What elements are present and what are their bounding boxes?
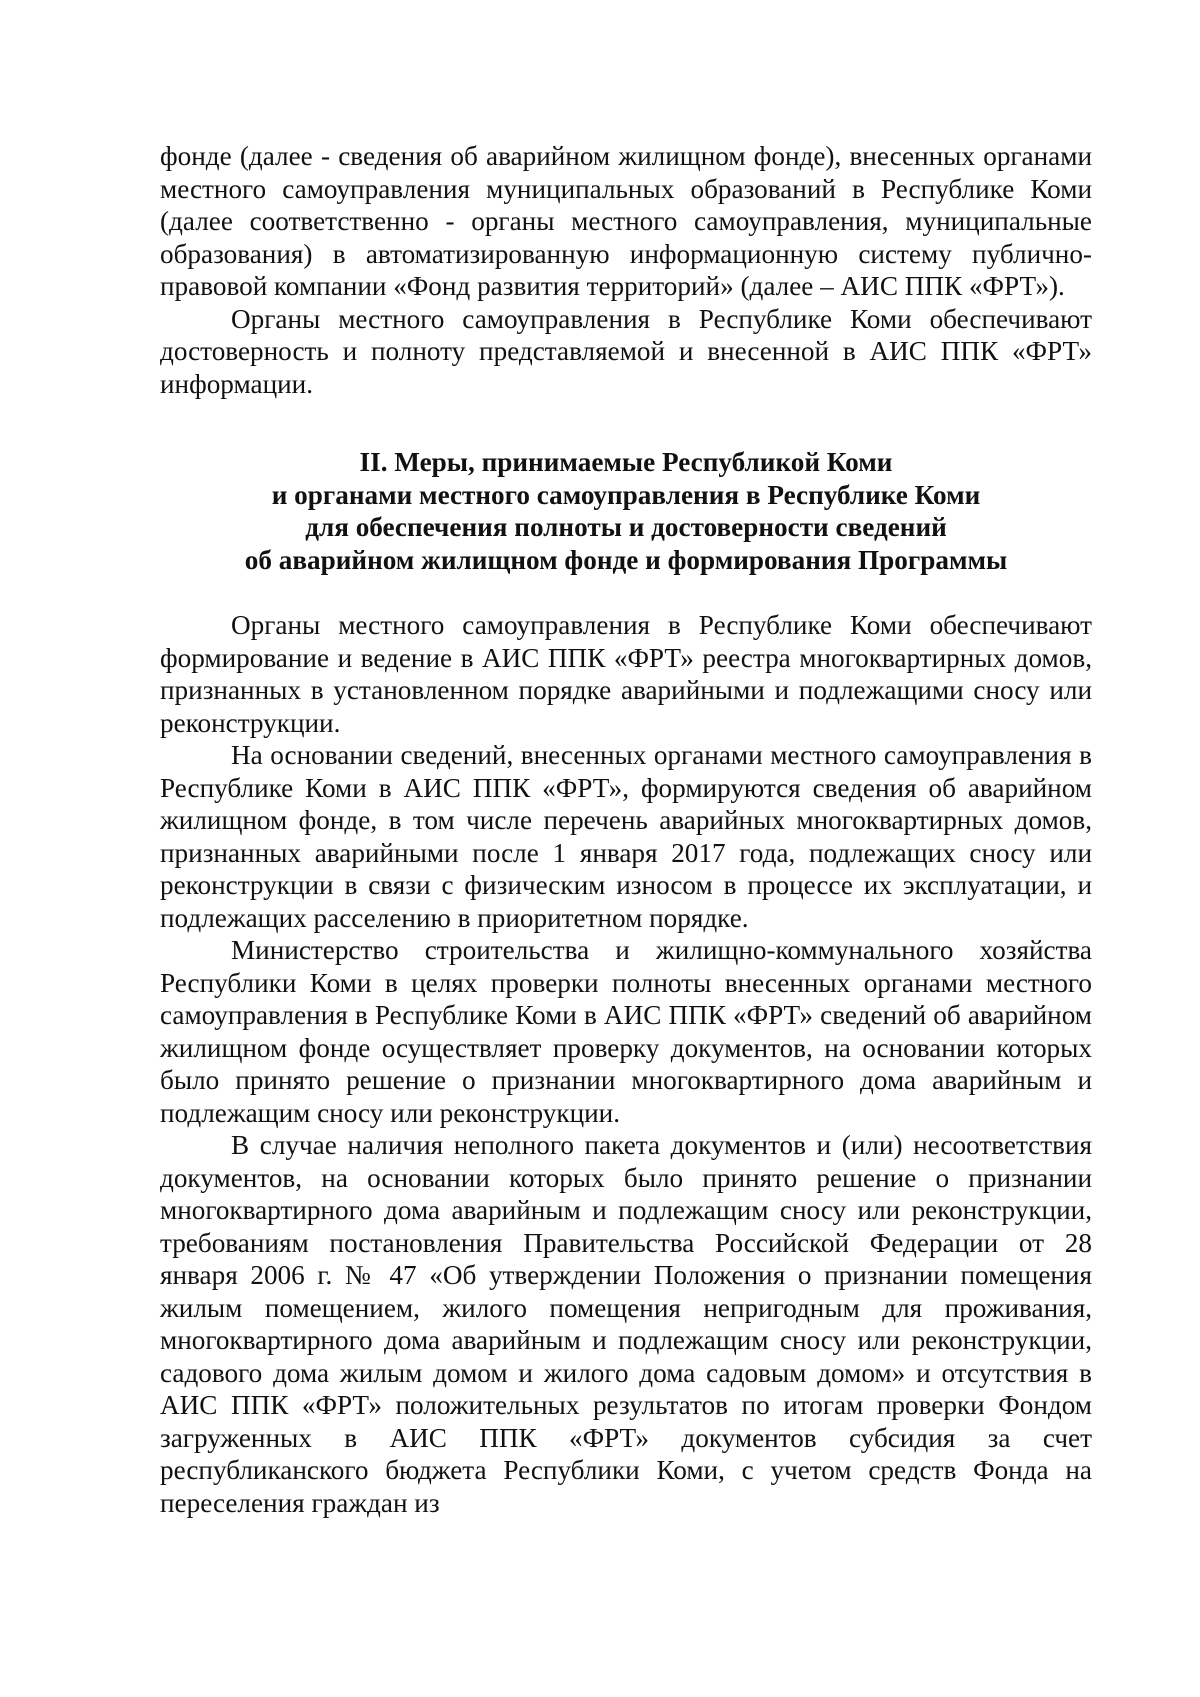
paragraph-incomplete-documents: В случае наличия неполного пакета документов и (или) несоответствия документов, на основании которых было принято решение о признании многоквартирного дома аварийным и подлежащим сносу или реконструкции, требованиям постановления Правительства Российской Федерации от 28 января 2006 г. № 47 «Об утверждении Положения о признании помещения жилым помещением, жилого помещения непригодным для проживания, многоквартирного дома аварийным и подлежащим сносу или реконструкции, садового дома жилым домом и жилого дома садовым домом» и отсутствия в АИС ППК «ФРТ» положительных результатов по итогам проверки Фондом загруженных в АИС ППК «ФРТ» документов субсидия за счет республиканского бюджета Республики Коми, с учетом средств Фонда на переселения граждан из (160, 1130, 1092, 1518)
paragraph-data-reliability: Органы местного самоуправления в Республике Коми обеспечивают достоверность и полноту представляемой и внесенной в АИС ППК «ФРТ» информации. (160, 303, 1092, 399)
section-heading-line-4: об аварийном жилищном фонде и формирования Программы (244, 544, 1008, 575)
paragraph-registry: Органы местного самоуправления в Республике Коми обеспечивают формирование и ведение в АИС ППК «ФРТ» реестра многоквартирных домов, признанных в установленном порядке аварийными и подлежащими сносу или реконструкции. (160, 610, 1092, 738)
section-heading-line-1: II. Меры, принимаемые Республикой Коми (359, 447, 893, 477)
intro-paragraph: фонде (далее - сведения об аварийном жилищном фонде), внесенных органами местного самоуправления муниципальных образований в Республике Коми (далее соответственно - органы местного самоуправления, муниципальные образования) в автоматизированную информационную систему публично-правовой компании «Фонд развития территорий» (далее – АИС ППК «ФРТ»). (160, 141, 1092, 301)
document-page (160, 140, 1092, 1519)
paragraph-information-formation: На основании сведений, внесенных органами местного самоуправления в Республике Коми в АИС ППК «ФРТ», формируются сведения об аварийном жилищном фонде, в том числе перечень аварийных многоквартирных домов, признанных аварийными после 1 января 2017 года, подлежащих сносу или реконструкции в связи с физическим износом в процессе их эксплуатации, и подлежащих расселению в приоритетном порядке. (160, 740, 1092, 933)
paragraph-ministry-check: Министерство строительства и жилищно-коммунального хозяйства Республики Коми в целях проверки полноты внесенных органами местного самоуправления в Республике Коми в АИС ППК «ФРТ» сведений об аварийном жилищном фонде осуществляет проверку документов, на основании которых было принято решение о признании многоквартирного дома аварийным и подлежащим сносу или реконструкции. (160, 935, 1092, 1128)
heading-spacer (160, 576, 1092, 609)
section-heading (160, 446, 1092, 576)
section-heading-line-2: и органами местного самоуправления в Республике Коми (271, 479, 981, 510)
section-heading-line-3: для обеспечения полноты и достоверности сведений (305, 512, 947, 542)
